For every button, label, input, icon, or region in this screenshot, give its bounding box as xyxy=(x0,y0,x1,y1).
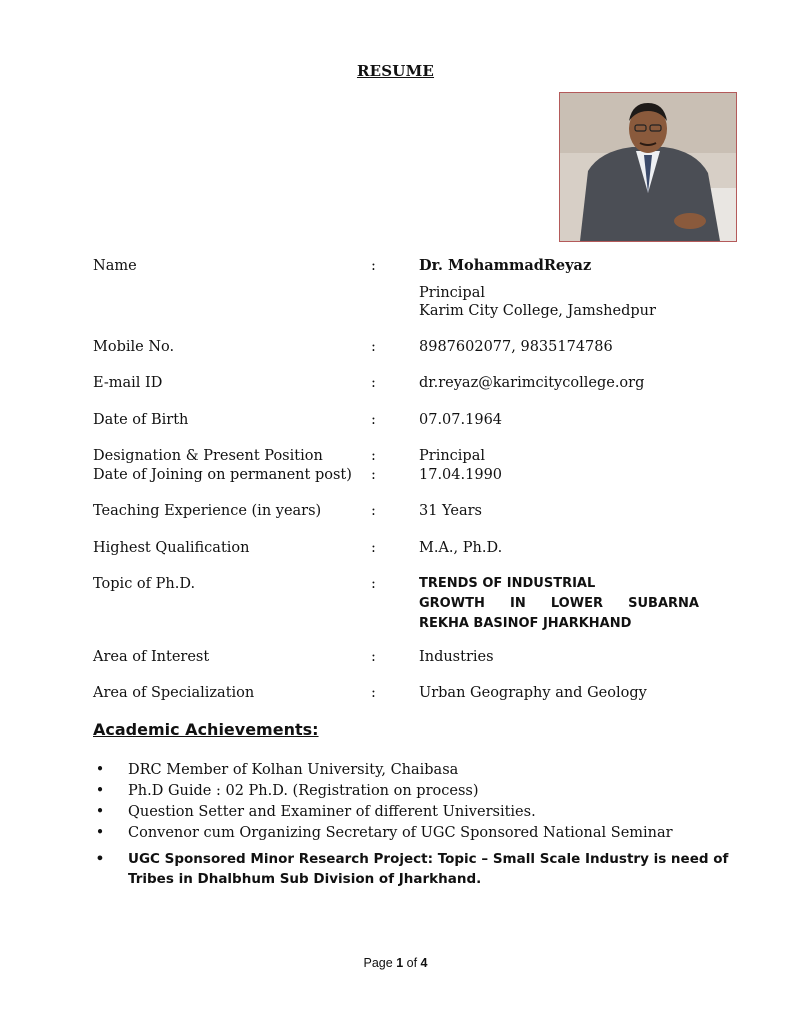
list-item xyxy=(93,781,733,802)
dob-colon: : xyxy=(371,412,376,428)
specialization-label: Area of Specialization xyxy=(93,685,255,701)
list-item xyxy=(93,760,733,781)
experience-label: Teaching Experience (in years) xyxy=(93,503,322,519)
list-item-text: UGC Sponsored Minor Research Project: Topic – Small Scale Industry is need of Tribes in Dhalbhum Sub Division of Jharkhand. xyxy=(128,851,729,887)
list-item xyxy=(93,823,733,844)
interest-label: Area of Interest xyxy=(93,649,210,665)
phd-topic-line1: TRENDS OF INDUSTRIAL xyxy=(419,576,596,591)
page-prefix: Page xyxy=(363,956,397,970)
list-item xyxy=(93,849,733,889)
list-item xyxy=(93,802,733,823)
phd-topic-colon: : xyxy=(371,576,376,592)
resume-title: RESUME xyxy=(356,62,435,80)
academic-list xyxy=(93,760,733,889)
joining-colon: : xyxy=(371,467,376,483)
joining-value: 17.04.1990 xyxy=(419,467,503,483)
page-total: 4 xyxy=(420,956,428,970)
name-label: Name xyxy=(93,258,137,274)
academic-heading: Academic Achievements: xyxy=(93,720,319,739)
position-line1: Principal xyxy=(419,285,485,301)
phd-topic-word: SUBARNA xyxy=(628,596,699,611)
bullet-icon: • xyxy=(95,783,105,799)
qualification-value: M.A., Ph.D. xyxy=(419,540,503,556)
portrait-photo-icon xyxy=(559,92,737,242)
phd-topic-line2 xyxy=(419,594,699,614)
interest-value: Industries xyxy=(419,649,494,665)
list-item-text: Ph.D Guide : 02 Ph.D. (Registration on process) xyxy=(128,783,479,799)
designation-label: Designation & Present Position xyxy=(93,448,323,464)
designation-colon: : xyxy=(371,448,376,464)
designation-value: Principal xyxy=(419,448,485,464)
position-line2: Karim City College, Jamshedpur xyxy=(419,303,656,319)
phd-topic-value xyxy=(419,574,699,634)
list-item-text: DRC Member of Kolhan University, Chaibasa xyxy=(128,762,459,778)
interest-colon: : xyxy=(371,649,376,665)
list-item-text: Question Setter and Examiner of different Universities. xyxy=(128,804,536,820)
qualification-colon: : xyxy=(371,540,376,556)
mobile-colon: : xyxy=(371,339,376,355)
experience-colon: : xyxy=(371,503,376,519)
list-item-text: Convenor cum Organizing Secretary of UGC Sponsored National Seminar xyxy=(128,825,673,841)
phd-topic-line3: REKHA BASINOF JHARKHAND xyxy=(419,616,632,631)
phd-topic-label: Topic of Ph.D. xyxy=(93,576,196,592)
page-of: of xyxy=(403,956,421,970)
mobile-value: 8987602077, 9835174786 xyxy=(419,339,613,355)
experience-value: 31 Years xyxy=(419,503,482,519)
dob-value: 07.07.1964 xyxy=(419,412,503,428)
email-label: E-mail ID xyxy=(93,375,163,391)
specialization-value: Urban Geography and Geology xyxy=(419,685,647,701)
specialization-colon: : xyxy=(371,685,376,701)
name-colon: : xyxy=(371,258,376,274)
bullet-icon: • xyxy=(95,762,105,778)
page-current: 1 xyxy=(396,956,404,970)
bullet-icon: • xyxy=(95,851,105,867)
phd-topic-word: LOWER xyxy=(550,596,603,611)
email-colon: : xyxy=(371,375,376,391)
page-number xyxy=(0,956,791,970)
phd-topic-word: IN xyxy=(509,596,526,611)
name-value: Dr. MohammadReyaz xyxy=(419,257,592,274)
dob-label: Date of Birth xyxy=(93,412,189,428)
email-value: dr.reyaz@karimcitycollege.org xyxy=(419,375,645,391)
bullet-icon: • xyxy=(95,804,105,820)
joining-label: Date of Joining on permanent post) xyxy=(93,467,352,483)
phd-topic-word: GROWTH xyxy=(419,596,485,611)
mobile-label: Mobile No. xyxy=(93,339,175,355)
bullet-icon: • xyxy=(95,825,105,841)
qualification-label: Highest Qualification xyxy=(93,540,250,556)
